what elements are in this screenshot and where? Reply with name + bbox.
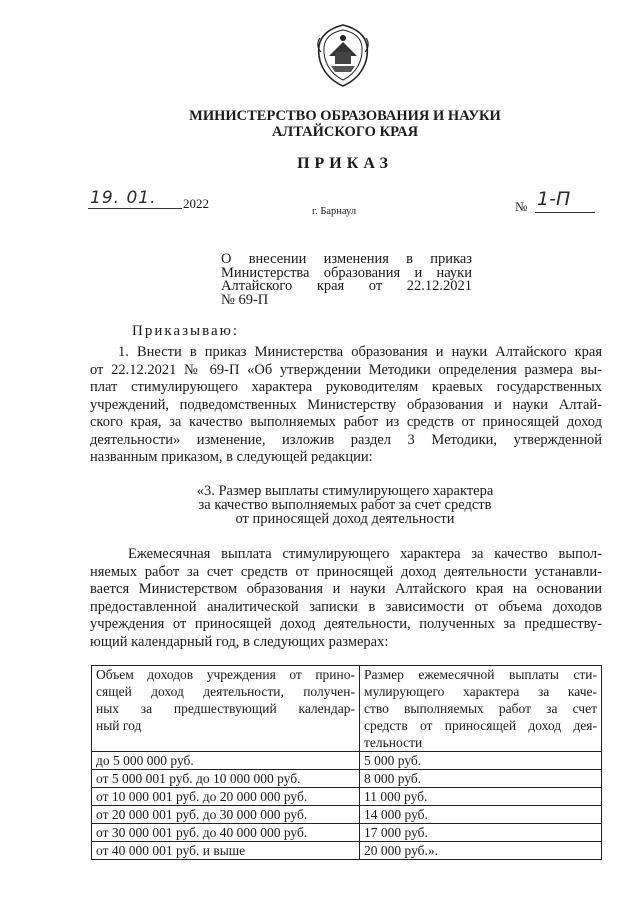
payment-cell: 14 000 руб. — [360, 806, 602, 824]
header-line: ных за предшествующий календар- — [96, 701, 355, 716]
payment-rates-table — [91, 665, 602, 860]
paragraph-line: 1. Внести в приказ Министерства образования и науки Алтайского края — [118, 344, 602, 360]
subject-line: О внесении изменения в приказ — [221, 251, 472, 267]
paragraph-1 — [90, 344, 602, 467]
header-line: тельности — [364, 735, 423, 750]
paragraph-line: няемых работ за счет средств от приносящей доход деятельности устанавли- — [90, 563, 602, 580]
order-subject — [221, 253, 472, 307]
paragraph-line: ющий календарный год, в следующих размерах: — [90, 633, 389, 650]
paragraph-line: названным приказом, в следующей редакции: — [90, 449, 373, 465]
paragraph-line: деятельности» изменение, изложив раздел 3 Методики, утвержденной — [90, 431, 602, 448]
table-row — [92, 842, 602, 860]
handwritten-number: 1-П — [537, 188, 571, 210]
city: г. Барнаул — [312, 206, 357, 217]
section-title-line: за качество выполняемых работ за счет средств — [198, 497, 492, 513]
subject-line: Алтайского края от 22.12.2021 — [221, 278, 472, 294]
order-date — [88, 188, 238, 214]
paragraph-line: учреждений, подведомственных Министерству образования и науки Алтай- — [90, 396, 602, 413]
table-row — [92, 752, 602, 770]
table-row — [92, 824, 602, 842]
section-3-title — [120, 484, 570, 526]
income-range-cell: от 20 000 001 руб. до 30 000 000 руб. — [92, 806, 360, 824]
header-line: средств от приносящей доход дея- — [364, 718, 597, 733]
header-line: мулирующего характера за каче- — [364, 684, 597, 699]
number-sign: № — [515, 199, 528, 214]
payment-cell: 5 000 руб. — [360, 752, 602, 770]
header-line: Размер ежемесячной выплаты сти- — [364, 667, 597, 682]
table-row — [92, 806, 602, 824]
paragraph-line: учреждения от приносящей доход деятельности, полученных за предшеству- — [90, 616, 602, 632]
subject-line: № 69-П — [221, 291, 269, 308]
income-range-cell: от 30 000 001 руб. до 40 000 000 руб. — [92, 824, 360, 842]
table-header-payment — [360, 666, 602, 752]
paragraph-2 — [90, 546, 602, 651]
table-header-income — [92, 666, 360, 752]
table-row — [92, 770, 602, 788]
payment-cell: 17 000 руб. — [360, 824, 602, 842]
coat-of-arms-emblem — [311, 22, 375, 90]
header-line: ство выполняемых работ за счет — [364, 701, 597, 716]
paragraph-line: предоставленной аналитической записки в зависимости от объема доходов — [90, 598, 602, 615]
payment-cell: 8 000 руб. — [360, 770, 602, 788]
section-title-line: от приносящей доход деятельности — [235, 511, 455, 527]
income-range-cell: до 5 000 000 руб. — [92, 752, 360, 770]
payment-cell: 20 000 руб.». — [360, 842, 602, 860]
paragraph-line: вается Министерством образования и науки Алтайского края на основании — [90, 581, 602, 597]
ministry-name-line-2: АЛТАЙСКОГО КРАЯ — [271, 124, 419, 140]
paragraph-line: Ежемесячная выплата стимулирующего характера за качество выпол- — [128, 546, 602, 562]
date-underline — [88, 208, 182, 209]
subject-line: Министерства образования и науки — [221, 264, 472, 281]
table-row — [92, 788, 602, 806]
header-line: Объем доходов учреждения от прино- — [96, 667, 355, 682]
section-title-line: «3. Размер выплаты стимулирующего характера — [196, 483, 494, 499]
order-number — [515, 190, 595, 216]
ministry-name-line-1: МИНИСТЕРСТВО ОБРАЗОВАНИЯ И НАУКИ — [189, 108, 501, 124]
income-range-cell: от 10 000 001 руб. до 20 000 000 руб. — [92, 788, 360, 806]
date-year: 2022 — [183, 196, 209, 211]
header-line: ный год — [96, 718, 142, 733]
income-range-cell: от 40 000 001 руб. и выше — [92, 842, 360, 860]
paragraph-line: от 22.12.2021 № 69-П «Об утверждении Методики определения размера вы- — [90, 361, 602, 378]
table-header-row — [92, 666, 602, 752]
ministry-name — [170, 108, 520, 140]
order-title: ПРИКАЗ — [297, 155, 393, 172]
income-range-cell: от 5 000 001 руб. до 10 000 000 руб. — [92, 770, 360, 788]
handwritten-date: 19. 01. — [90, 188, 157, 208]
prikazyvayu-heading: Приказываю: — [132, 323, 239, 339]
paragraph-line: плат стимулирующего характера руководителям краевых государственных — [90, 379, 602, 395]
payment-cell: 11 000 руб. — [360, 788, 602, 806]
header-line: сящей доход деятельности, получен- — [96, 684, 355, 699]
number-underline — [535, 212, 595, 213]
paragraph-line: ского края, за качество выполняемых работ из средств от приносящей доход — [90, 414, 602, 430]
